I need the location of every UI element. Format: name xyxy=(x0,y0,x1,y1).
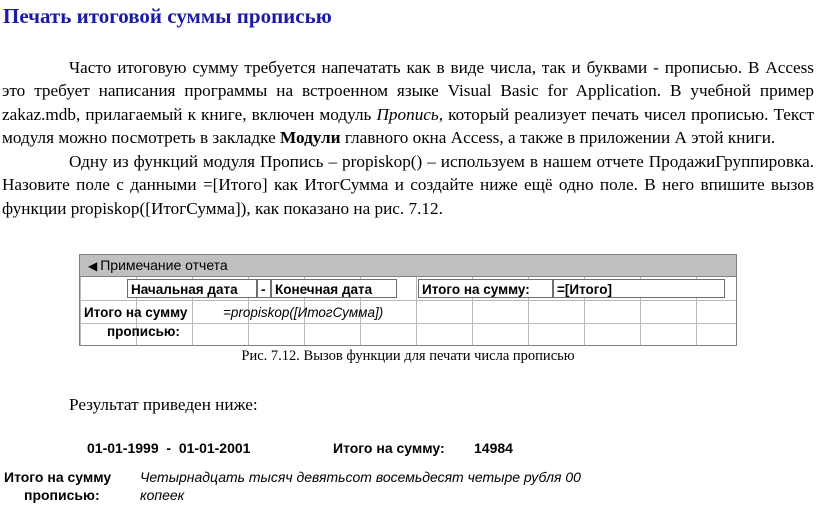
section-title: Примечание отчета xyxy=(100,257,228,273)
report-design-figure xyxy=(79,254,737,346)
start-date-label: Начальная дата xyxy=(127,279,257,298)
intro-text-2: , который реализует печать чисел прописью. Текст модуля можно посмотреть в закладке xyxy=(2,104,814,148)
module-name: Пропись xyxy=(376,104,439,124)
words-label-line2: прописью: xyxy=(107,324,180,339)
result-words-line2: копеек xyxy=(140,487,185,503)
figure-caption: Рис. 7.12. Вызов функции для печати числа прописью xyxy=(241,348,575,364)
intro-text-1: Часто итоговую сумму требуется напечатать как в виде числа, так и буквами - прописью. В Access это требует написания программы на встроенном языке Visual Basic for Application. В учебной пример zakaz.mdb, прилагаемый к книге, включен модуль xyxy=(2,58,814,124)
expression-field: =propiskop([ИтогСумма]) xyxy=(223,305,384,320)
total-label: Итого на сумму: xyxy=(418,279,553,298)
intro-text-3: главного окна Access, а также в приложении А этой книги. xyxy=(340,128,776,148)
result-total-label: Итого на сумму: xyxy=(333,440,445,456)
intro-paragraph xyxy=(2,56,814,150)
page-title: Печать итоговой суммы прописью xyxy=(3,4,332,28)
words-label-line1: Итого на сумму xyxy=(84,305,188,320)
section-arrow-icon: ◀ xyxy=(88,259,98,273)
end-date-label: Конечная дата xyxy=(271,279,397,298)
section-header xyxy=(80,255,736,277)
tab-name: Модули xyxy=(280,128,341,148)
instructions-paragraph: Одну из функций модуля Пропись – propiskop() – используем в нашем отчете ПродажиГруппировка. Назовите поле с данными =[Итого] как ИтогСумма и создайте ниже ещё одно поле. В него впишите вызов функции propiskop([ИтогСумма]), как показано на рис. 7.12. xyxy=(2,152,814,218)
result-intro: Результат приведен ниже: xyxy=(69,395,258,414)
result-dates: 01-01-1999 - 01-01-2001 xyxy=(87,440,251,456)
result-words-label-line2: прописью: xyxy=(24,487,100,503)
total-field: =[Итого] xyxy=(553,279,725,298)
result-words-line1: Четырнадцать тысяч девятьсот восемьдесят четыре рубля 00 xyxy=(140,469,581,485)
section-body xyxy=(80,277,736,345)
dash-label: - xyxy=(257,279,271,298)
result-words-label-line1: Итого на сумму xyxy=(4,469,112,485)
result-total-value: 14984 xyxy=(474,440,513,456)
grid-line xyxy=(80,300,736,301)
